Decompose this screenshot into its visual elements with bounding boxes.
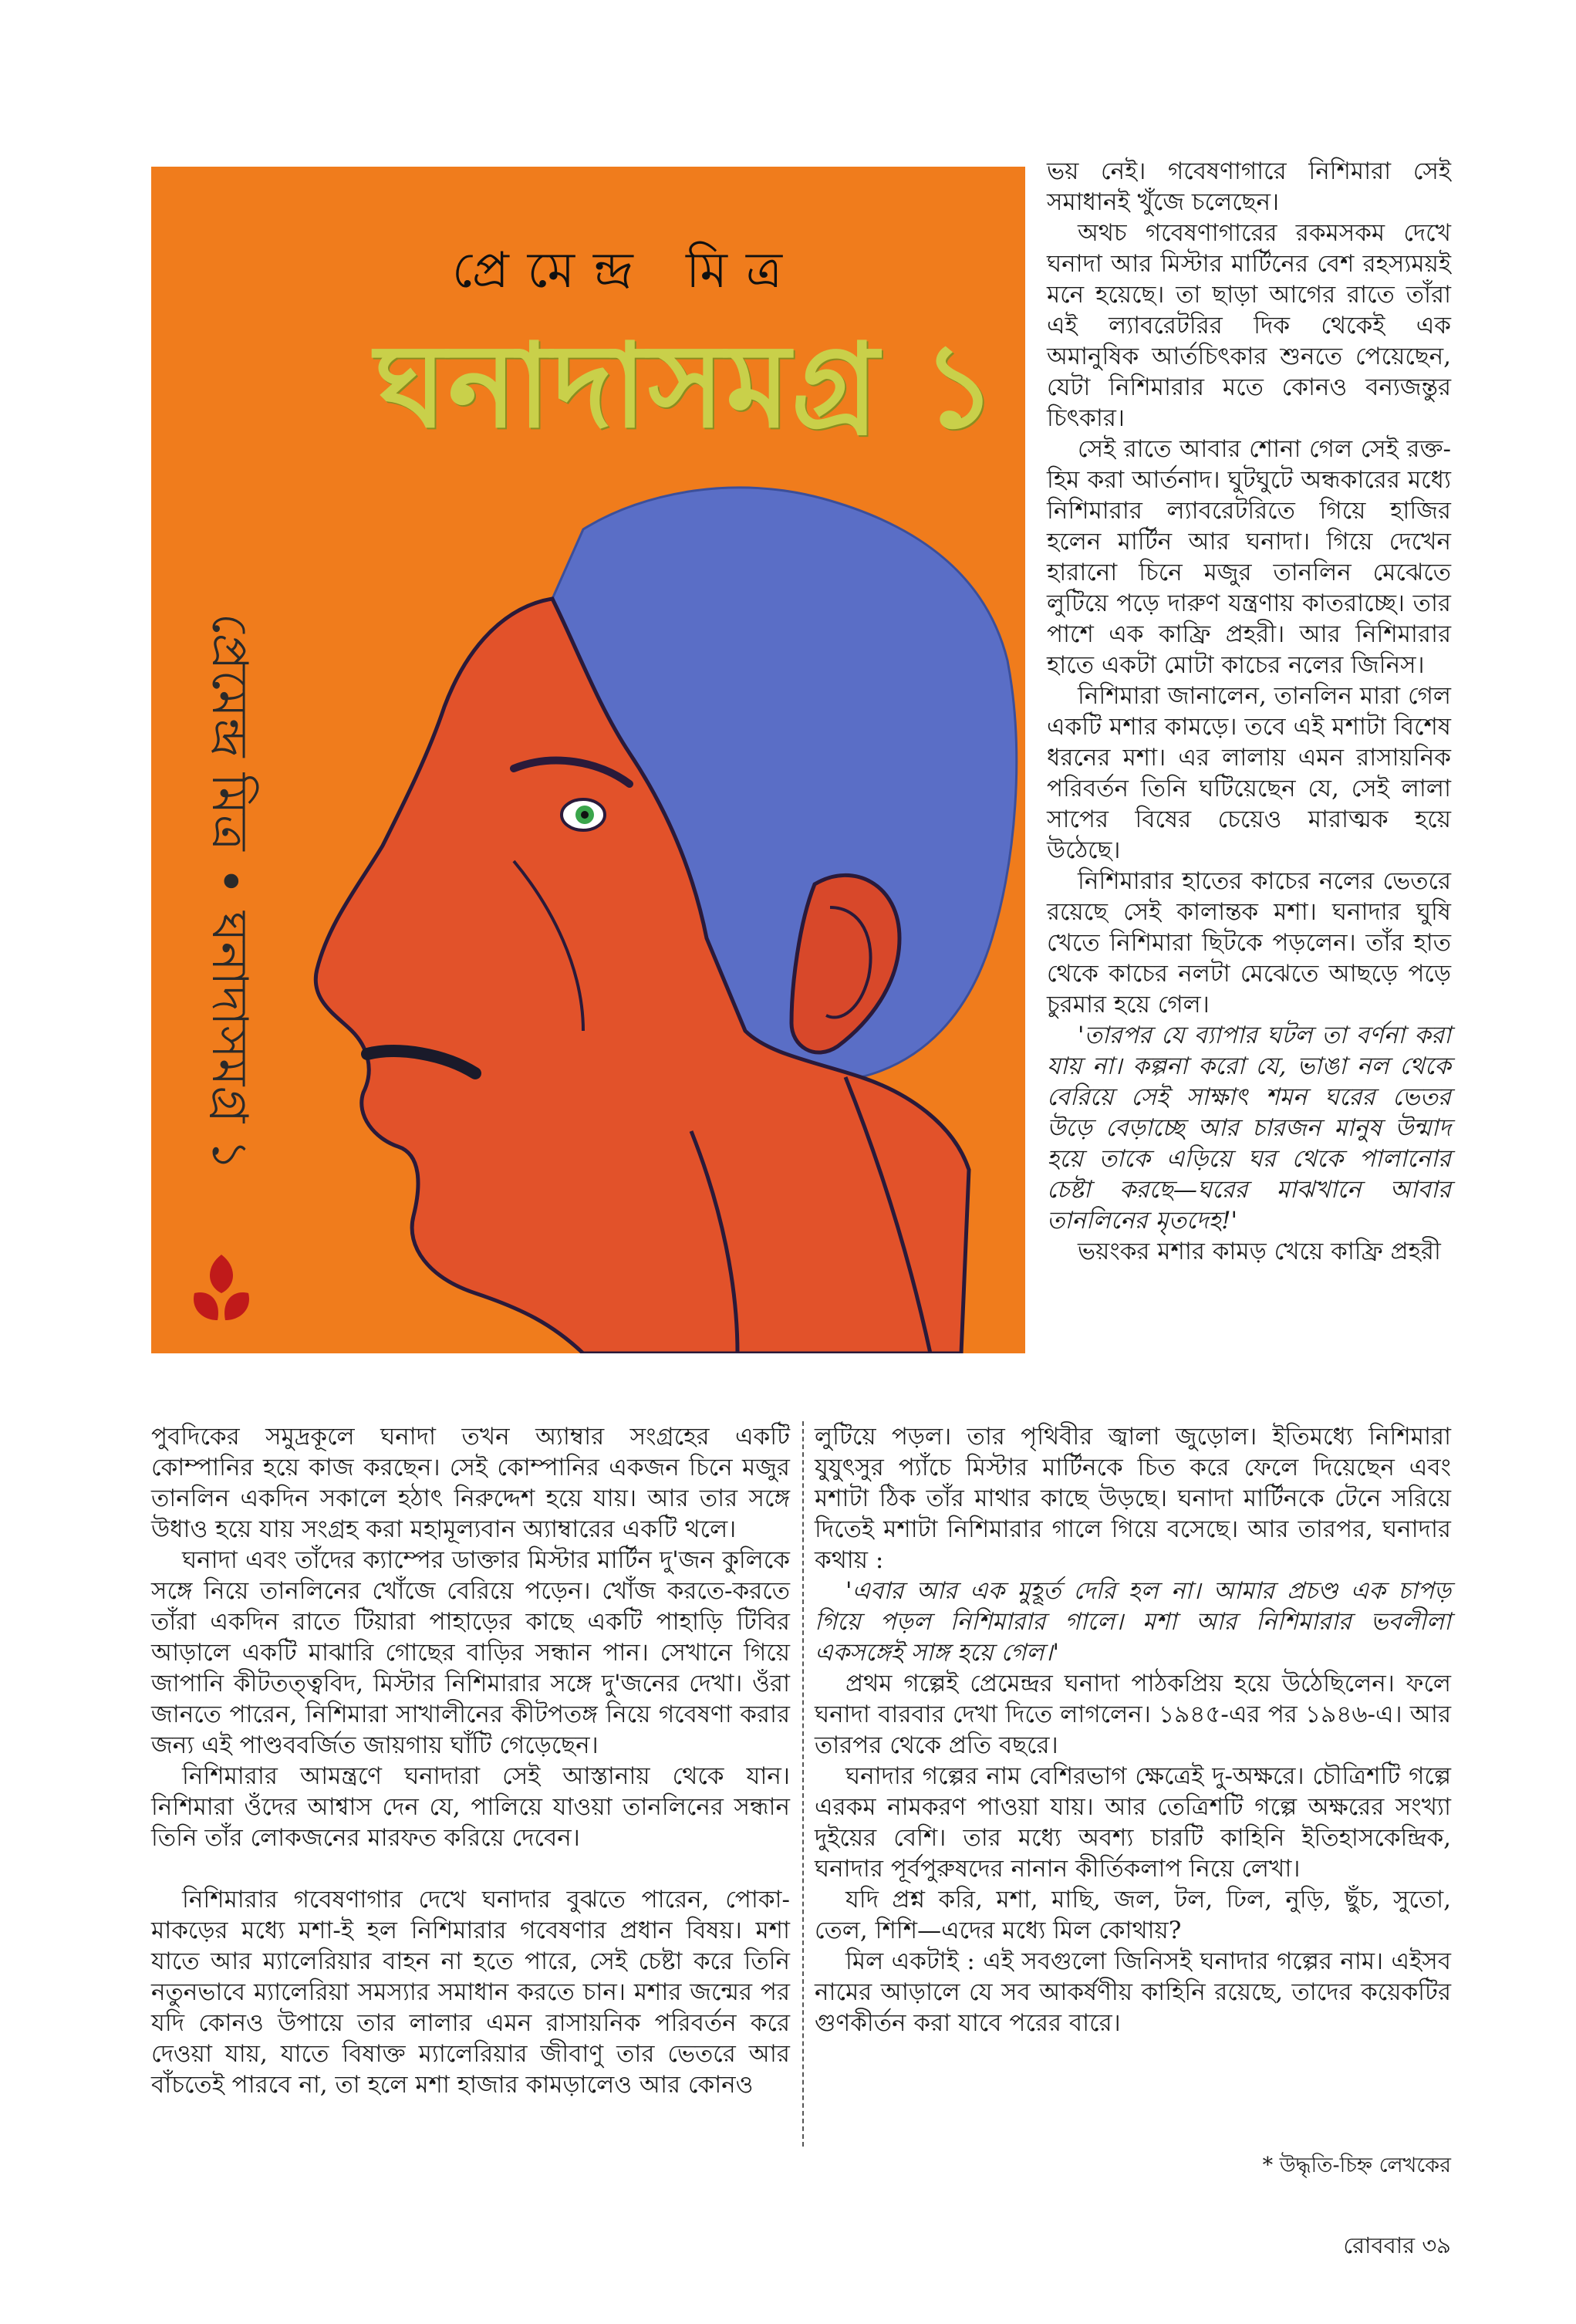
cover-title: ঘনাদাসমগ্র ১: [375, 319, 999, 454]
paragraph: অথচ গবেষণাগারের রকমসকম দেখে ঘনাদা আর মিস্টার মার্টিনের বেশ রহস্যময়ই মনে হয়েছে। তা ছাড়া আগের রাতে তাঁরা এই ল্যাবরেটরির দিক থেকেই এক অমানুষিক আর্তচিৎকার শুনতে পেয়েছেন, যেটা নিশিমারার মতে কোনও বন্যজন্তুর চিৎকার।: [1047, 219, 1451, 432]
page-folio: রোববার ৩৯: [1343, 2232, 1451, 2258]
cover-spine: [182, 460, 258, 1309]
paragraph: নিশিমারার হাতের কাচের নলের ভেতরে রয়েছে সেই কালান্তক মশা। ঘনাদার ঘুষি খেতে নিশিমারা ছিটকে পড়লেন। তাঁর হাত থেকে কাচের নলটা মেঝেতে আছড়ে পড়ে চুরমার হয়ে গেল।: [1047, 867, 1451, 1018]
paragraph: নিশিমারা জানালেন, তানলিন মারা গেল একটি মশার কামড়ে। তবে এই মশাটা বিশেষ ধরনের মশা। এর লালায় এমন রাসায়নিক পরিবর্তন তিনি ঘটিয়েছেন যে, সেই লালা সাপের বিষের চেয়েও মারাত্মক হয়ে উঠেছে।: [1047, 682, 1451, 864]
paragraph: নিশিমারার গবেষণাগার দেখে ঘনাদার বুঝতে পারেন, পোকা-মাকড়ের মধ্যে মশা-ই হল নিশিমারার গবেষণার প্রধান বিষয়। মশা যাতে আর ম্যালেরিয়ার বাহন না হতে পারে, সেই চেষ্টা করে তিনি নতুনভাবে ম্যালেরিয়া সমস্যার সমাধান করতে চান। মশার জন্মের পর যদি কোনও উপায়ে তার লালার এমন রাসায়নিক পরিবর্তন করে দেওয়া যায়, যাতে বিষাক্ত ম্যালেরিয়ার জীবাণু তার ভেতরে আর বাঁচতেই পারবে না, তা হলে মশা হাজার কামড়ালেও আর কোনও: [151, 1886, 790, 2099]
paragraph: ঘনাদার গল্পের নাম বেশিরভাগ ক্ষেত্রেই দু-অক্ষরে। চৌত্রিশটি গল্পে এরকম নামকরণ পাওয়া যায়। আর তেত্রিশটি গল্পে অক্ষরের সংখ্যা দুইয়ের বেশি। তার মধ্যে অবশ্য চারটি কাহিনি ইতিহাসকেন্দ্রিক, ঘনাদার পূর্বপুরুষদের নানান কীর্তিকলাপ নিয়ে লেখা।: [815, 1762, 1451, 1883]
publisher-logo: [179, 1247, 264, 1339]
paragraph: পুবদিকের সমুদ্রকূলে ঘনাদা তখন অ্যাম্বার সংগ্রহের একটি কোম্পানির হয়ে কাজ করছেন। সেই কোম্পানির একজন চিনে মজুর তানলিন একদিন সকালে হঠাৎ নিরুদ্দেশ হয়ে যায়। আর তার সঙ্গে উধাও হয়ে যায় সংগ্রহ করা মহামূল্যবান অ্যাম্বারের একটি থলে।: [151, 1423, 790, 1543]
paragraph: প্রথম গল্পেই প্রেমেন্দ্রর ঘনাদা পাঠকপ্রিয় হয়ে উঠেছিলেন। ফলে ঘনাদা বারবার দেখা দিতে লাগলেন। ১৯৪৫-এর পর ১৯৪৬-এ। আর তারপর থেকে প্রতি বছরে।: [815, 1670, 1451, 1759]
paragraph: নিশিমারার আমন্ত্রণে ঘনাদারা সেই আস্তানায় থেকে যান। নিশিমারা ওঁদের আশ্বাস দেন যে, পালিয়ে যাওয়া তানলিনের সন্ধান তিনি তাঁর লোকজনের মারফত করিয়ে দেবেন।: [151, 1762, 790, 1852]
paragraph: ভয় নেই। গবেষণাগারে নিশিমারা সেই সমাধানই খুঁজে চলেছেন।: [1047, 157, 1451, 216]
paragraph: মিল একটাই : এই সবগুলো জিনিসই ঘনাদার গল্পের নাম। এইসব নামের আড়ালে যে সব আকর্ষণীয় কাহিনি রয়েছে, তাদের কয়েকটির গুণকীর্তন করা যাবে পরের বারে।: [815, 1947, 1451, 2037]
spine-text: প্রেমেন্দ্র মিত্র • ঘনাদাসমগ্র ১: [201, 613, 258, 1171]
cover-author: প্রেমেন্দ্র মিত্র: [452, 242, 801, 299]
paragraph: ভয়ংকর মশার কামড় খেয়ে কাফ্রি প্রহরী: [1078, 1238, 1441, 1265]
paragraph: ঘনাদা এবং তাঁদের ক্যাম্পের ডাক্তার মিস্টার মার্টিন দু'জন কুলিকে সঙ্গে নিয়ে তানলিনের খোঁজে বেরিয়ে পড়েন। খোঁজ করতে-করতে তাঁরা একদিন রাতে টিয়ারা পাহাড়ের কাছে একটি পাহাড়ি টিবির আড়ালে একটি মাঝারি গোছের বাড়ির সন্ধান পান। সেখানে গিয়ে জাপানি কীটতত্ত্ববিদ, মিস্টার নিশিমারার সঙ্গে দু'জনের দেখা। ওঁরা জানতে পারেন, নিশিমারা সাখালীনের কীটপতঙ্গ নিয়ে গবেষণা করার জন্য এই পাণ্ডববর্জিত জায়গায় ঘাঁটি গেড়েছেন।: [151, 1546, 790, 1759]
bottom-right-column: [815, 1421, 1451, 2039]
paragraph: যদি প্রশ্ন করি, মশা, মাছি, জল, টল, ঢিল, নুড়ি, ছুঁচ, সুতো, তেল, শিশি—এদের মধ্যে মিল কোথায়?: [815, 1886, 1451, 1944]
right-column: [1047, 156, 1451, 1267]
footnote: * উদ্ধৃতি-চিহ্ন লেখকের: [1262, 2153, 1451, 2177]
leaf-logo-icon: [179, 1247, 264, 1339]
quote-paragraph: 'এবার আর এক মুহূর্ত দেরি হল না। আমার প্রচণ্ড এক চাপড় গিয়ে পড়ল নিশিমারার গালে। মশা আর নিশিমারার ভবলীলা একসঙ্গেই সাঙ্গ হয়ে গেল।': [815, 1577, 1451, 1667]
paragraph: লুটিয়ে পড়ল। তার পৃথিবীর জ্বালা জুড়োল। ইতিমধ্যে নিশিমারা যুযুৎসুর প্যাঁচে মিস্টার মার্টিনকে চিত করে ফেলে দিয়েছেন এবং মশাটা ঠিক তাঁর মাথার কাছে উড়ছে। ঘনাদা মার্টিনকে টেনে সরিয়ে দিতেই মশাটা নিশিমারার গালে গিয়ে বসেছে। আর তারপর, ঘনাদার কথায় :: [815, 1423, 1451, 1574]
bottom-left-column: [151, 1421, 790, 2100]
paragraph: সেই রাতে আবার শোনা গেল সেই রক্ত-হিম করা আর্তনাদ। ঘুটঘুটে অন্ধকারের মধ্যে নিশিমারার ল্যাবরেটরিতে গিয়ে হাজির হলেন মার্টিন আর ঘনাদা। গিয়ে দেখেন হারানো চিনে মজুর তানলিন মেঝেতে লুটিয়ে পড়ে দারুণ যন্ত্রণায় কাতরাচ্ছে। তার পাশে এক কাফ্রি প্রহরী। আর নিশিমারার হাতে একটা মোটা কাচের নলের জিনিস।: [1047, 435, 1451, 679]
book-cover: [151, 167, 1025, 1353]
column-divider: [802, 1421, 804, 2147]
quote-paragraph: 'তারপর যে ব্যাপার ঘটল তা বর্ণনা করা যায় না। কল্পনা করো যে, ভাঙা নল থেকে বেরিয়ে সেই সাক্ষাৎ শমন ঘরের ভেতর উড়ে বেড়াচ্ছে আর চারজন মানুষ উন্মাদ হয়ে তাকে এড়িয়ে ঘর থেকে পালানোর চেষ্টা করছে—ঘরের মাঝখানে আবার তানলিনের মৃতদেহ!': [1047, 1022, 1451, 1235]
